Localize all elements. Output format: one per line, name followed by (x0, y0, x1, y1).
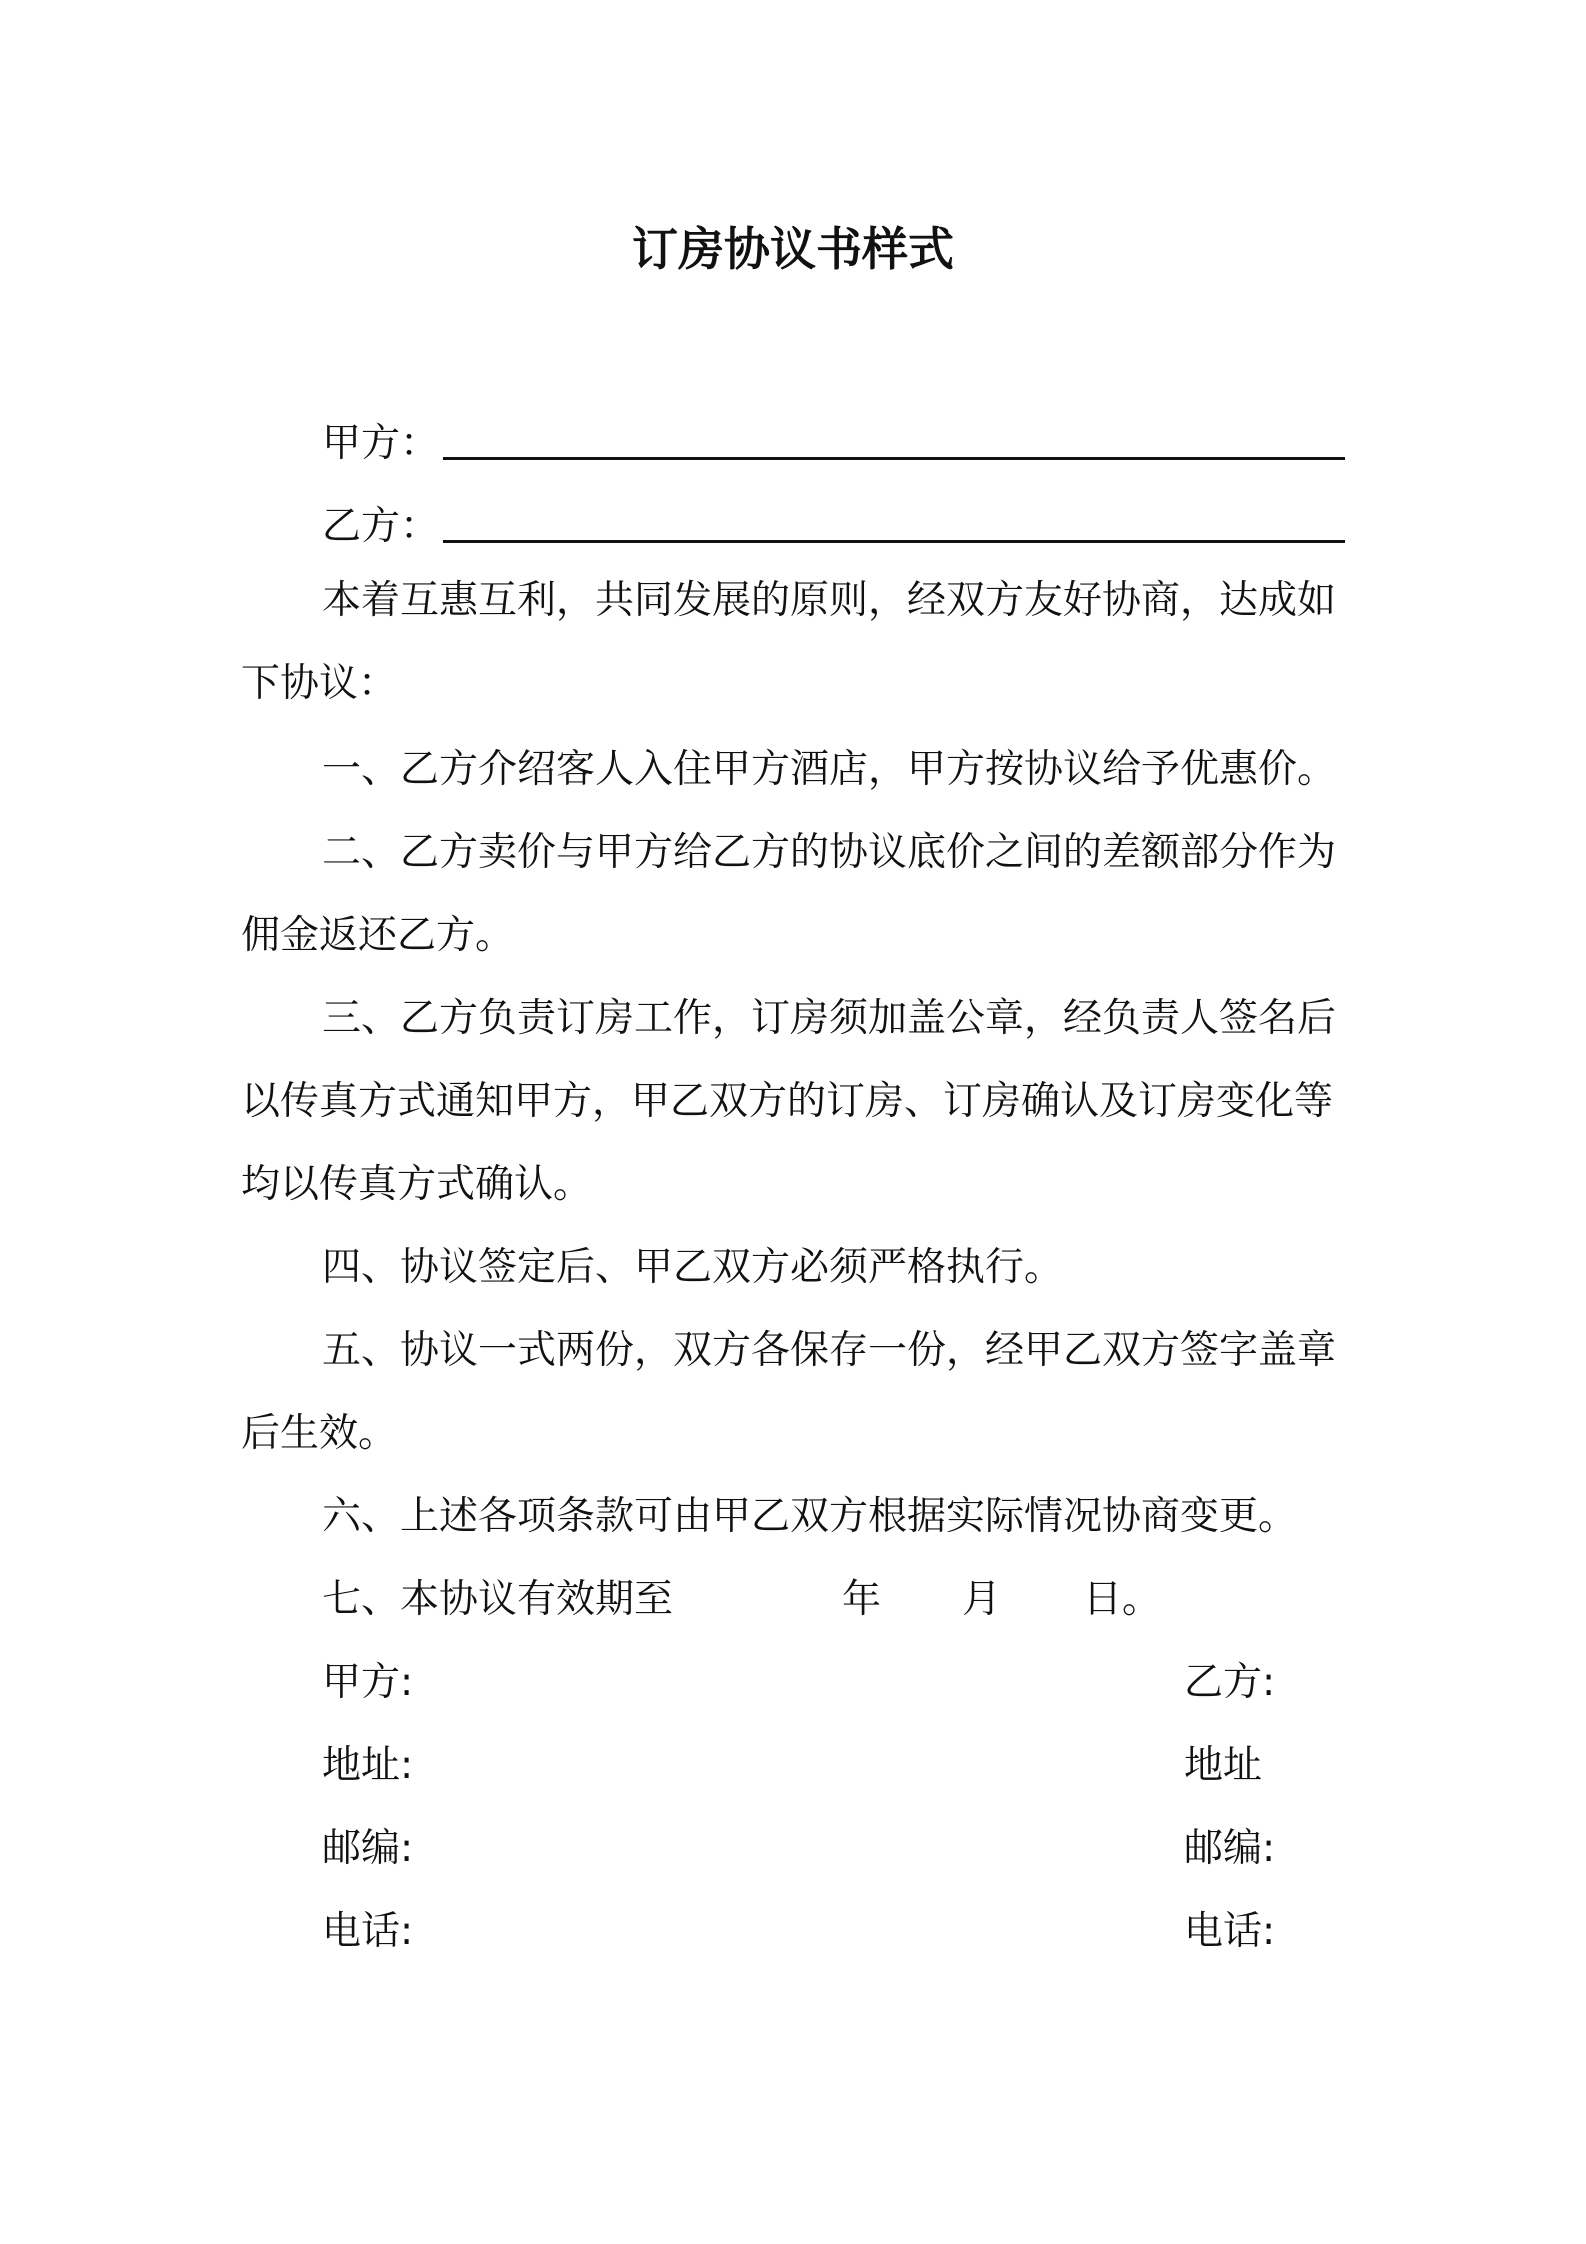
intro-line-1: 本着互惠互利，共同发展的原则，经双方友好协商，达成如 (322, 578, 1337, 623)
sig-right-party: 乙方: (1184, 1660, 1276, 1705)
sig-left-party: 甲方: (322, 1660, 414, 1705)
sig-left-postcode: 邮编: (322, 1826, 414, 1871)
signature-row-postcode (0, 1819, 1586, 1879)
clause-5-line-1: 五、协议一式两份，双方各保存一份，经甲乙双方签字盖章 (322, 1328, 1337, 1373)
clause-2-line-1: 二、乙方卖价与甲方给乙方的协议底价之间的差额部分作为 (322, 830, 1337, 875)
party-a-label: 甲方： (322, 421, 440, 466)
signature-row-phone (0, 1902, 1586, 1962)
clause-5-line-2: 后生效。 (241, 1411, 398, 1456)
intro-line-2: 下协议： (241, 661, 398, 706)
clause-7-validity (0, 1570, 1586, 1630)
validity-day: 日。 (1083, 1577, 1162, 1622)
signature-row-party (0, 1653, 1586, 1713)
party-b-blank (443, 497, 1345, 557)
party-b-label: 乙方： (322, 504, 440, 549)
sig-right-address: 地址 (1184, 1743, 1263, 1788)
signature-row-address (0, 1736, 1586, 1796)
validity-prefix: 七、本协议有效期至 (322, 1577, 674, 1622)
sig-right-postcode: 邮编: (1184, 1826, 1276, 1871)
validity-month: 月 (962, 1577, 1002, 1622)
clause-4: 四、协议签定后、甲乙双方必须严格执行。 (322, 1245, 1064, 1290)
party-a-line (0, 414, 1586, 474)
clause-1: 一、乙方介绍客人入住甲方酒店，甲方按协议给予优惠价。 (322, 747, 1337, 792)
clause-2-line-2: 佣金返还乙方。 (241, 913, 515, 958)
sig-left-phone: 电话: (322, 1909, 414, 1954)
clause-6: 六、上述各项条款可由甲乙双方根据实际情况协商变更。 (322, 1494, 1298, 1539)
clause-3-line-1: 三、乙方负责订房工作，订房须加盖公章，经负责人签名后 (322, 996, 1337, 1041)
sig-left-address: 地址: (322, 1743, 414, 1788)
party-a-blank (443, 414, 1345, 474)
party-b-line (0, 497, 1586, 557)
document-title: 订房协议书样式 (632, 222, 954, 276)
validity-year: 年 (842, 1577, 882, 1622)
clause-3-line-2: 以传真方式通知甲方，甲乙双方的订房、订房确认及订房变化等 (241, 1079, 1334, 1124)
sig-right-phone: 电话: (1184, 1909, 1276, 1954)
clause-3-line-3: 均以传真方式确认。 (241, 1162, 593, 1207)
